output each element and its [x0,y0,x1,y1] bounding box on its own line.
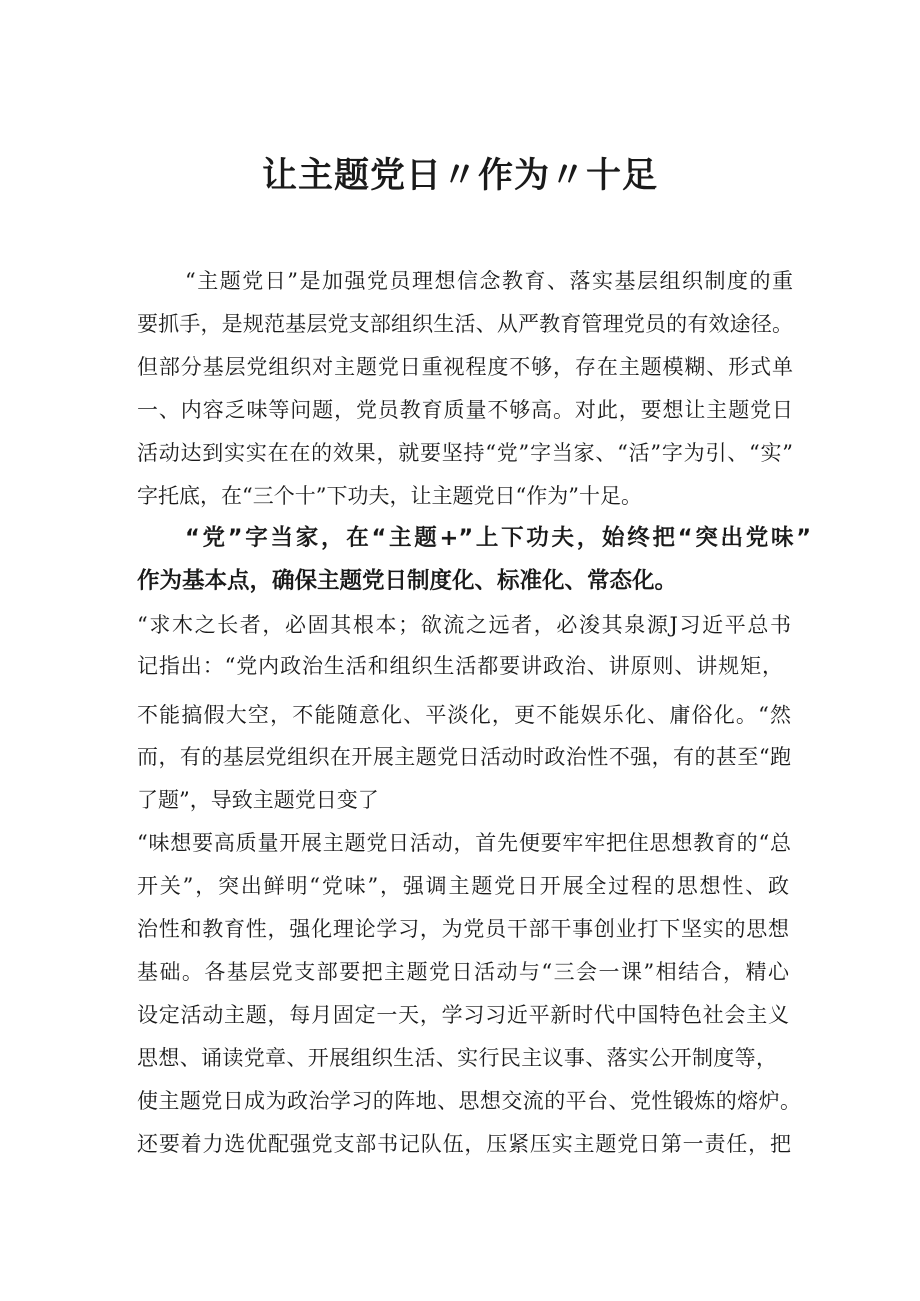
paragraph-line: 不能搞假大空，不能随意化、平淡化，更不能娱乐化、庸俗化。“然 [137,703,791,727]
paragraph-line: 字托底，在“三个十”下功夫，让主题党日“作为”十足。 [137,484,642,508]
paragraph-line: 活动达到实实在在的效果，就要坚持“党”字当家、“活”字为引、“实” [137,441,793,465]
document-title: 让主题党日〃作为〃十足 [261,156,658,196]
section-heading-line: 作为基本点，确保主题党日制度化、标准化、常态化。 [137,568,678,594]
paragraph-line: 了题”，导致主题党日变了 [137,788,379,812]
paragraph-line: “主题党日”是加强党员理想信念教育、落实基层组织制度的重 [185,269,793,293]
paragraph-line: 还要着力选优配强党支部书记队伍，压紧压实主题党日第一责任，把 [137,1132,791,1156]
section-heading-line: “党”字当家，在“主题+”上下功夫，始终把“突出党味” [185,525,811,551]
paragraph-line: “求木之长者，必固其根本；欲流之远者，必浚其泉源J习近平总书 [137,613,791,637]
paragraph-line: 一、内容乏味等问题，党员教育质量不够高。对此，要想让主题党日 [137,398,793,422]
paragraph-line: 基础。各基层党支部要把主题党日活动与“三会一课”相结合，精心 [137,960,789,984]
paragraph-line: 思想、诵读党章、开展组织生活、实行民主议事、落实公开制度等， [137,1046,777,1070]
paragraph-line: 记指出：“党内政治生活和组织生活都要讲政治、讲原则、讲规矩， [137,654,783,678]
paragraph-line: 开关”，突出鲜明“党味”，强调主题党日开展全过程的思想性、政 [137,874,789,898]
paragraph-line: 但部分基层党组织对主题党日重视程度不够，存在主题模糊、形式单 [137,355,793,379]
paragraph-line: 使主题党日成为政治学习的阵地、思想交流的平台、党性锻炼的熔炉。 [137,1089,801,1113]
paragraph-line: 要抓手，是规范基层党支部组织生活、从严教育管理党员的有效途径。 [137,312,793,336]
paragraph-line: “味想要高质量开展主题党日活动，首先便要牢牢把住思想教育的“总 [137,831,791,855]
paragraph-line: 治性和教育性，强化理论学习，为党员干部干事创业打下坚实的思想 [137,917,789,941]
paragraph-line: 设定活动主题，每月固定一天，学习习近平新时代中国特色社会主义 [137,1003,789,1027]
paragraph-line: 而，有的基层党组织在开展主题党日活动时政治性不强，有的甚至“跑 [137,745,791,769]
